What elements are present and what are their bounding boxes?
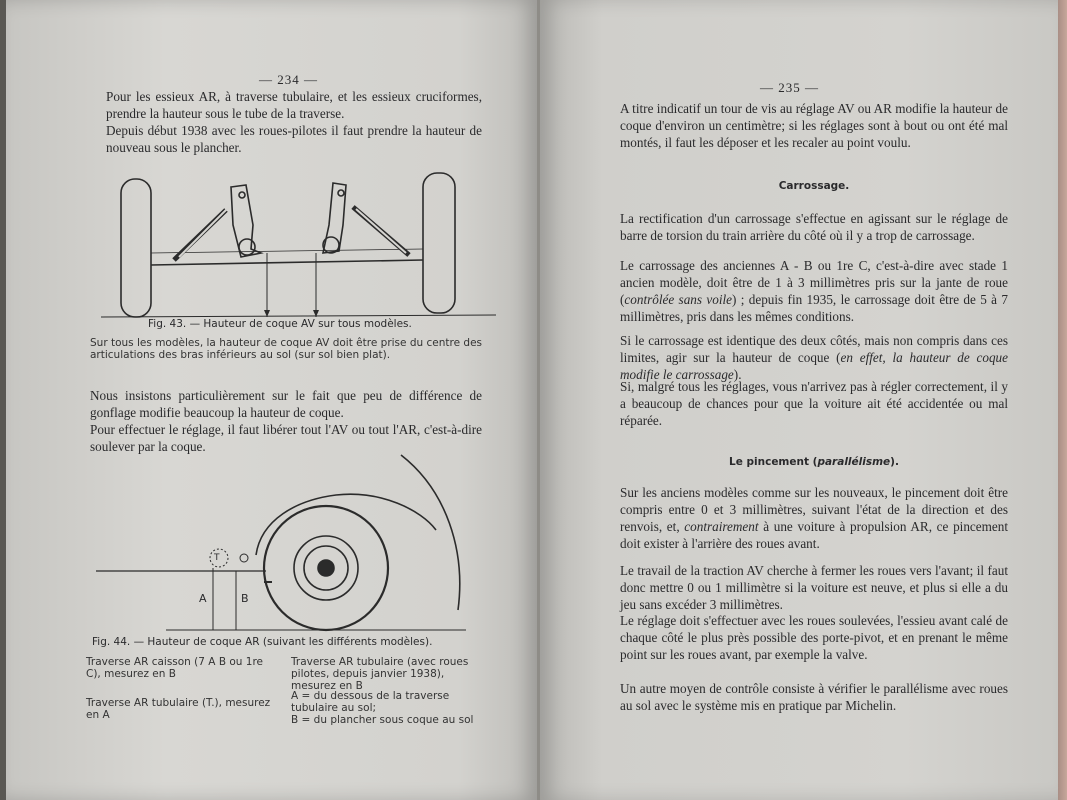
fig44-legend-left-1: Traverse AR caisson (7 A B ou 1re C), mesurez en B: [86, 656, 263, 680]
right-paragraph-8: Le réglage doit s'effectuer avec les roues soulevées, l'essieu avant calé de chaque côté le plus près possible des porte-pivot, et en prenant le même point sur les roues avant, par exemple la valve.: [620, 613, 1008, 662]
left-paragraph-3: Nous insistons particulièrement sur le fait que peu de différence de gonflage modifie beaucoup la hauteur de coque.: [90, 388, 482, 420]
left-paragraph-1: Pour les essieux AR, à traverse tubulaire, et les essieux cruciformes, prendre la hauteur sous le tube de la traverse.: [106, 89, 482, 121]
fig44-label-a: A: [199, 592, 207, 605]
page-number-left: — 234 —: [259, 72, 318, 87]
heading-carrossage: Carrossage.: [778, 180, 850, 192]
fig44-legend-left-2: Traverse AR tubulaire (T.), mesurez en A: [86, 697, 271, 721]
fig44-legend-right-1: Traverse AR tubulaire (avec roues pilotes, depuis janvier 1938), mesurez en B: [291, 656, 469, 692]
fig43-note: Sur tous les modèles, la hauteur de coque AV doit être prise du centre des articulations des bras inférieurs au sol (sur sol bien plat).: [90, 337, 482, 361]
book-cover-edge: [1058, 0, 1067, 800]
fig43-right-wheel: [423, 173, 455, 313]
right-paragraph-5: Si, malgré tous les réglages, vous n'arrivez pas à régler correctement, il y a beaucoup de chances pour que la voiture ait été accidentée ou mal réparée.: [620, 379, 1008, 428]
right-paragraph-3: Le carrossage des anciennes A - B ou 1re C, c'est-à-dire avec stade 1 ancien modèle, doit être de 1 à 3 millimètres pris sur la jante de roue (contrôlée sans voile) ; depuis fin 1935, le carrossage doit être de 5 à 7 millimètres, pris dans les mêmes conditions.: [620, 258, 1008, 324]
left-paragraph-2: Depuis début 1938 avec les roues-pilotes il faut prendre la hauteur de nouveau sous le plancher.: [106, 123, 482, 155]
right-paragraph-2: La rectification d'un carrossage s'effectue en agissant sur le réglage de barre de torsion du train arrière du côté où il y a trop de carrossage.: [620, 211, 1008, 243]
fig44-legend-right-3: B = du plancher sous coque au sol: [291, 714, 474, 726]
fig44-rear-wheel-drawing: [86, 450, 486, 635]
heading-pincement: Le pincement (parallélisme).: [729, 456, 899, 468]
fig43-front-suspension-drawing: [101, 165, 501, 325]
right-paragraph-6: Sur les anciens modèles comme sur les nouveaux, le pincement doit être compris entre 0 et 3 millimètres, suivant l'état de la direction et des renvois, et, contrairement à une voiture à propulsion AR, ce pincement doit exister à l'arrière des roues avant.: [620, 485, 1008, 551]
fig43-left-wheel: [121, 179, 151, 317]
right-page: [540, 0, 1060, 800]
left-page: [6, 0, 538, 800]
fig44-label-b: B: [241, 592, 249, 605]
right-paragraph-7: Le travail de la traction AV cherche à fermer les roues vers l'avant; il faut donc mettre 0 ou 1 millimètre si la voiture est neuve, et plus si elle a du jeu sans excéder 3 millimètres.: [620, 563, 1008, 612]
fig44-caption: Fig. 44. — Hauteur de coque AR (suivant les différents modèles).: [92, 636, 433, 648]
fig44-label-t: T: [214, 553, 220, 563]
left-paragraph-4: Pour effectuer le réglage, il faut libérer tout l'AV ou tout l'AR, c'est-à-dire soulever par la coque.: [90, 422, 482, 454]
page-number-right: — 235 —: [760, 80, 819, 95]
right-paragraph-9: Un autre moyen de contrôle consiste à vérifier le parallélisme avec roues au sol avec le système mis en pratique par Michelin.: [620, 681, 1008, 713]
right-paragraph-1: A titre indicatif un tour de vis au réglage AV ou AR modifie la hauteur de coque d'environ un centimètre; si les réglages sont à bout ou ont été mal montés, il faut les déposer et les recaler au point voulu.: [620, 101, 1008, 150]
fig44-legend-right-2: A = du dessous de la traverse tubulaire au sol;: [291, 690, 450, 714]
fig43-caption: Fig. 43. — Hauteur de coque AV sur tous modèles.: [148, 318, 412, 330]
right-paragraph-4: Si le carrossage est identique des deux côtés, mais non compris dans ces limites, agir sur la hauteur de coque (en effet, la hauteur de coque modifie le carrossage).: [620, 333, 1008, 382]
